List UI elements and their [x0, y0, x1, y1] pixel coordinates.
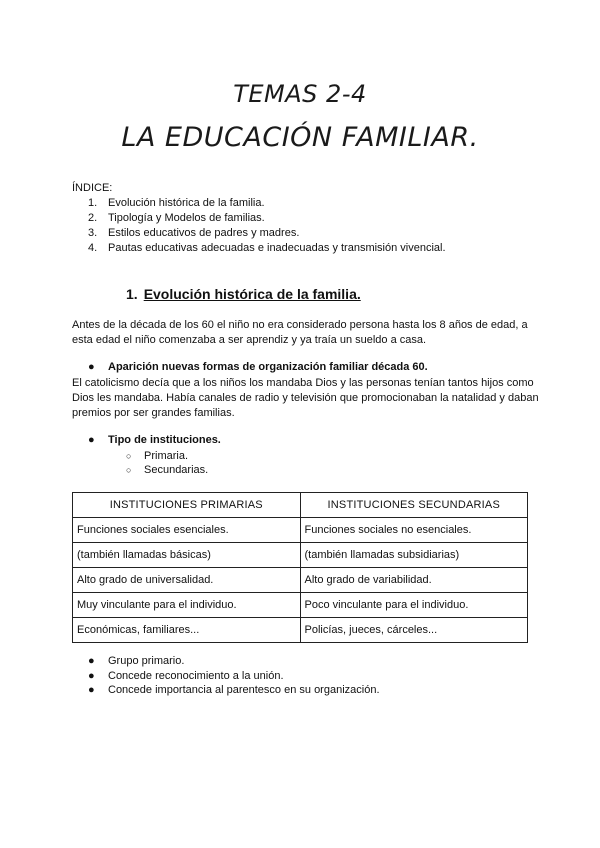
sub-list-item-text: Primaria. [144, 450, 189, 462]
index-item [72, 211, 446, 226]
section-number: 1. [126, 286, 138, 302]
index-item-number: 2. [88, 212, 98, 224]
bullet-heading-text: Tipo de instituciones. [108, 434, 221, 446]
list-item [88, 654, 380, 669]
bullet-dot-icon: ● [88, 434, 95, 446]
index-item [72, 226, 446, 241]
bullet-dot-icon: ● [88, 361, 95, 373]
index-item-number: 4. [88, 242, 98, 254]
table-header-cell: INSTITUCIONES SECUNDARIAS [300, 493, 528, 518]
index-item-text: Tipología y Modelos de familias. [108, 212, 265, 224]
table-row [73, 568, 528, 593]
table-cell: Alto grado de variabilidad. [300, 568, 528, 593]
bullet-dot-icon: ● [88, 669, 95, 682]
table-row [73, 618, 528, 643]
bullet-list [88, 654, 380, 698]
institutions-table [72, 492, 528, 643]
table-row [73, 518, 528, 543]
bullet-dot-icon: ● [88, 655, 95, 667]
index-item-number: 3. [88, 227, 98, 239]
bullet-heading-text: Aparición nuevas formas de organización familiar década 60. [108, 361, 428, 373]
table-header-row [73, 493, 528, 518]
index-item [72, 196, 446, 211]
sub-list-item [126, 463, 208, 477]
sub-list-item [126, 449, 208, 463]
index-item-text: Pautas educativas adecuadas e inadecuadas y transmisión vivencial. [108, 242, 446, 254]
catholicism-paragraph: El catolicismo decía que a los niños los mandaba Dios y las personas tenían tantos hijos como Dios les mandaba. Había canales de radio y televisión que promocionaban la natalidad y daban premios por ser grandes familias. [72, 377, 539, 419]
list-item [88, 669, 380, 684]
index-label: ÍNDICE: [72, 182, 113, 194]
table-header-cell: INSTITUCIONES PRIMARIAS [73, 493, 301, 518]
index-list [72, 196, 446, 256]
table-cell: Alto grado de universalidad. [73, 568, 301, 593]
index-item-text: Evolución histórica de la familia. [108, 197, 265, 209]
list-item [88, 683, 380, 698]
table-cell: Funciones sociales esenciales. [73, 518, 301, 543]
table-cell: Poco vinculante para el individuo. [300, 593, 528, 618]
sub-list [126, 449, 208, 477]
table-cell: Muy vinculante para el individuo. [73, 593, 301, 618]
bullet-dot-icon: ● [88, 684, 95, 696]
table-row [73, 543, 528, 568]
intro-paragraph: Antes de la década de los 60 el niño no era considerado persona hasta los 8 años de edad, a esta edad el niño comenzaba a ser aprendiz y ya traía un sueldo a casa. [72, 319, 528, 346]
circle-bullet-icon: ○ [126, 465, 132, 475]
circle-bullet-icon: ○ [126, 451, 132, 461]
list-item-text: Concede reconocimiento a la unión. [108, 669, 284, 682]
index-item [72, 241, 446, 256]
sub-list-item-text: Secundarias. [144, 464, 209, 476]
list-item-text: Grupo primario. [108, 655, 185, 667]
table-row [73, 593, 528, 618]
document-title-line2: LA EDUCACIÓN FAMILIAR. [121, 122, 479, 153]
section-heading-text: Evolución histórica de la familia. [143, 286, 361, 302]
table-cell: (también llamadas subsidiarias) [300, 543, 528, 568]
index-item-text: Estilos educativos de padres y madres. [108, 227, 300, 239]
document-title-line1: TEMAS 2-4 [233, 80, 367, 108]
index-item-number: 1. [88, 197, 98, 209]
section-heading [126, 286, 361, 302]
table-cell: Funciones sociales no esenciales. [300, 518, 528, 543]
table-cell: Policías, jueces, cárceles... [300, 618, 528, 643]
list-item-text: Concede importancia al parentesco en su organización. [108, 684, 380, 696]
table-cell: Económicas, familiares... [73, 618, 301, 643]
table-cell: (también llamadas básicas) [73, 543, 301, 568]
